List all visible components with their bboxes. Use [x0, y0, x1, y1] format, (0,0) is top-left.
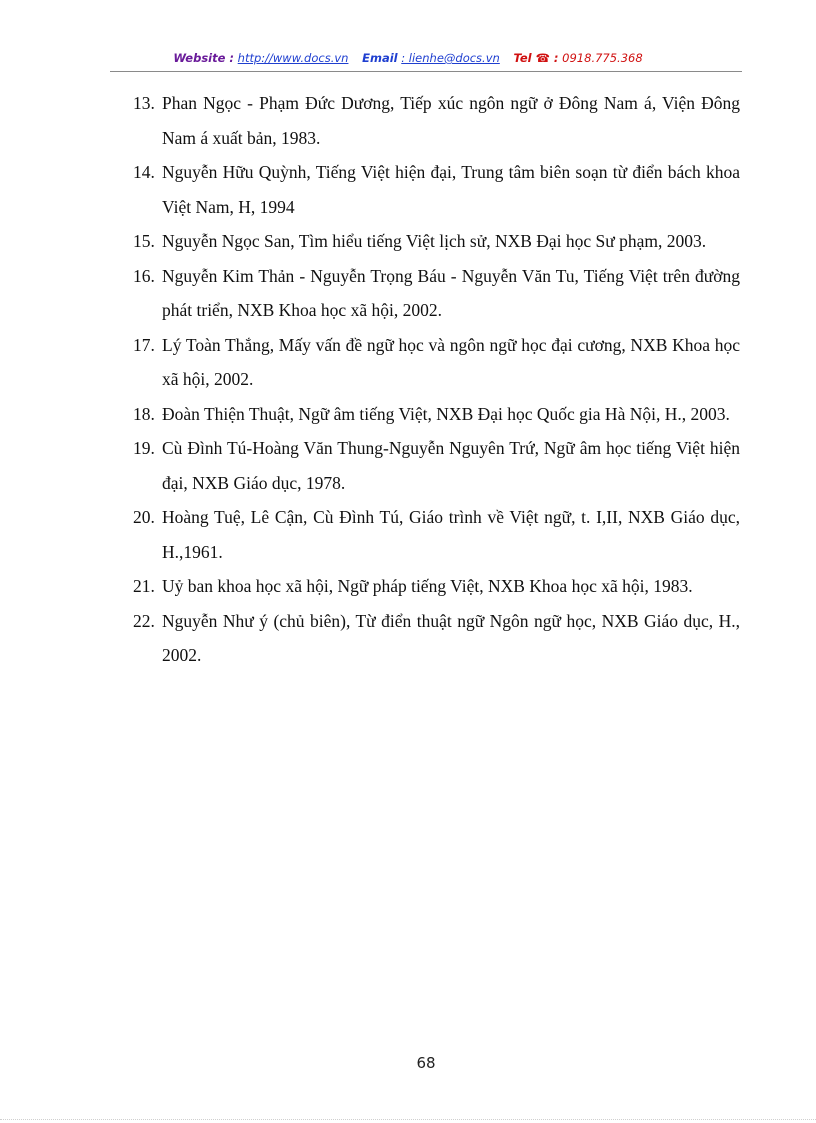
website-label: Website :	[173, 51, 235, 65]
page-number: 68	[416, 1054, 436, 1072]
tel-value: 0918.775.368	[562, 51, 643, 65]
page-bottom-border	[0, 1119, 816, 1120]
reference-number: 22.	[133, 610, 155, 631]
reference-text: Nguyễn Ngọc San, Tìm hiểu tiếng Việt lịch sử, NXB Đại học Sư phạm, 2003.	[162, 231, 707, 251]
reference-item	[133, 397, 740, 432]
email-link[interactable]: : lienhe@docs.vn	[401, 51, 500, 65]
reference-text: Hoàng Tuệ, Lê Cận, Cù Đình Tú, Giáo trình về Việt ngữ, t. I,II, NXB Giáo dục, H.,1961.	[162, 507, 740, 562]
reference-number: 17.	[133, 334, 155, 355]
reference-item	[133, 431, 740, 500]
email-label: Email	[362, 51, 398, 65]
reference-item	[133, 569, 740, 604]
reference-text: Cù Đình Tú-Hoàng Văn Thung-Nguyễn Nguyên Trứ, Ngữ âm học tiếng Việt hiện đại, NXB Giáo dục, 1978.	[162, 438, 740, 493]
reference-number: 19.	[133, 438, 155, 458]
website-link[interactable]: http://www.docs.vn	[237, 51, 349, 65]
reference-text: Đoàn Thiện Thuật, Ngữ âm tiếng Việt, NXB Đại học Quốc gia Hà Nội, H., 2003.	[162, 403, 730, 424]
reference-text: Nguyễn Hữu Quỳnh, Tiếng Việt hiện đại, Trung tâm biên soạn từ điển bách khoa Việt Nam, H, 1994	[162, 162, 740, 217]
reference-text: Nguyễn Kim Thản - Nguyễn Trọng Báu - Nguyễn Văn Tu, Tiếng Việt trên đường phát triển, NXB Khoa học xã hội, 2002.	[162, 265, 740, 320]
reference-text: Lý Toàn Thắng, Mấy vấn đề ngữ học và ngôn ngữ học đại cương, NXB Khoa học xã hội, 2002.	[162, 334, 740, 389]
reference-item	[133, 86, 740, 155]
page-header	[0, 51, 816, 65]
reference-item	[133, 500, 740, 569]
reference-number: 21.	[133, 576, 155, 596]
reference-number: 13.	[133, 93, 155, 113]
reference-item	[133, 328, 740, 397]
reference-number: 20.	[133, 507, 155, 527]
header-divider	[110, 71, 742, 72]
reference-number: 16.	[133, 265, 155, 286]
reference-number: 14.	[133, 162, 155, 182]
reference-text: Phan Ngọc - Phạm Đức Dương, Tiếp xúc ngôn ngữ ở Đông Nam á, Viện Đông Nam á xuất bản, 1983.	[162, 93, 740, 148]
reference-item	[133, 224, 740, 259]
reference-text: Uỷ ban khoa học xã hội, Ngữ pháp tiếng Việt, NXB Khoa học xã hội, 1983.	[162, 576, 693, 596]
reference-list	[133, 86, 740, 673]
tel-label: Tel ☎ :	[513, 51, 559, 65]
reference-item	[133, 155, 740, 224]
reference-number: 15.	[133, 231, 155, 251]
reference-number: 18.	[133, 403, 155, 424]
reference-item	[133, 259, 740, 328]
reference-text: Nguyễn Như ý (chủ biên), Từ điển thuật ngữ Ngôn ngữ học, NXB Giáo dục, H., 2002.	[162, 610, 740, 665]
reference-item	[133, 604, 740, 673]
